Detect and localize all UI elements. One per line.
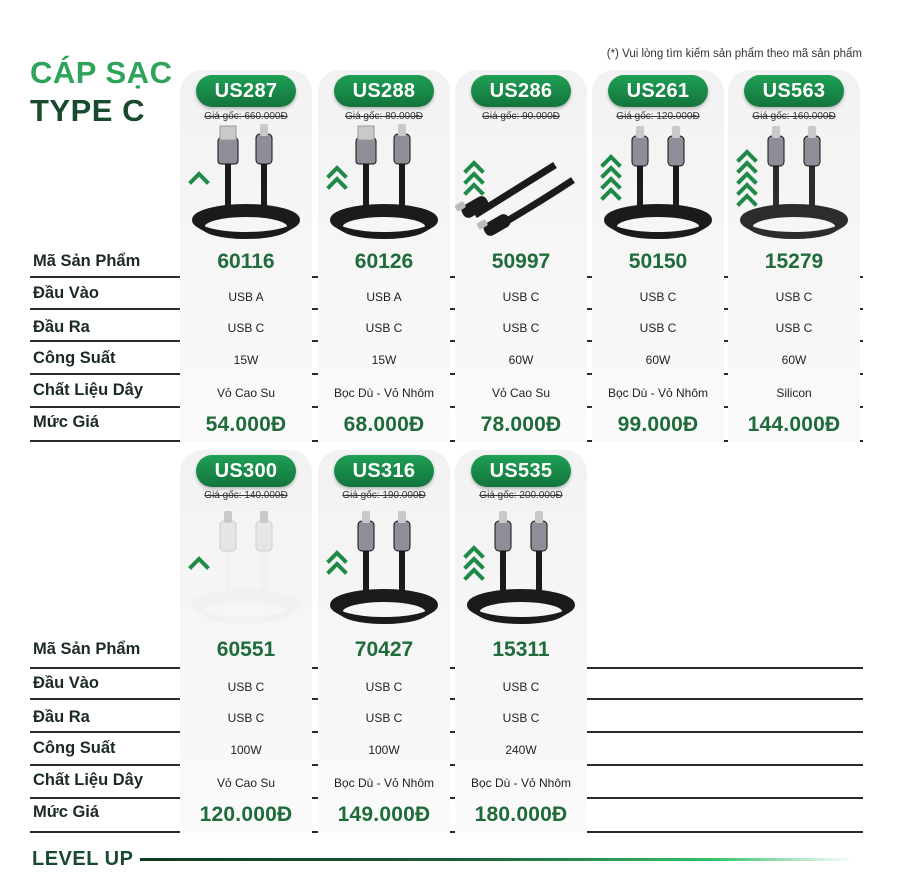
cell-input: USB C bbox=[502, 680, 540, 694]
product-code: 50150 bbox=[628, 250, 688, 273]
cell-input: USB A bbox=[228, 290, 264, 304]
sale-price: 68.000Đ bbox=[343, 413, 425, 436]
level-chevron-icon bbox=[463, 159, 485, 198]
row-label-output: Đầu Ra bbox=[33, 708, 90, 726]
original-price: Giá gốc: 120.000Đ bbox=[616, 111, 700, 122]
original-price: Giá gốc: 660.000Đ bbox=[204, 111, 288, 122]
sale-price: 149.000Đ bbox=[337, 803, 431, 826]
original-price: Giá gốc: 140.000Đ bbox=[204, 490, 288, 501]
row-label-power: Công Suất bbox=[33, 739, 116, 757]
level-chevron-icon bbox=[326, 164, 348, 192]
cell-material: Bọc Dù - Vỏ Nhôm bbox=[607, 386, 709, 400]
cell-power: 100W bbox=[230, 743, 262, 757]
row-label-input: Đầu Vào bbox=[33, 674, 100, 692]
original-price: Giá gốc: 160.000Đ bbox=[752, 111, 836, 122]
sale-price: 54.000Đ bbox=[205, 413, 287, 436]
model-badge: US286 bbox=[471, 75, 571, 107]
row-label-price: Mức Giá bbox=[33, 803, 100, 821]
model-badge: US563 bbox=[744, 75, 844, 107]
model-badge: US287 bbox=[196, 75, 296, 107]
cell-material: Silicon bbox=[776, 386, 812, 400]
cell-input: USB C bbox=[639, 290, 677, 304]
row-label-material: Chất Liệu Dây bbox=[33, 771, 144, 789]
level-chevron-icon bbox=[463, 544, 485, 583]
cell-material: Bọc Dù - Vỏ Nhôm bbox=[470, 776, 572, 790]
original-price: Giá gốc: 190.000Đ bbox=[342, 490, 426, 501]
cell-output: USB C bbox=[775, 321, 813, 335]
cell-output: USB C bbox=[227, 711, 265, 725]
product-code: 50997 bbox=[491, 250, 551, 273]
cell-power: 240W bbox=[505, 743, 537, 757]
cell-material: Bọc Dù - Vỏ Nhôm bbox=[333, 776, 435, 790]
model-badge: US288 bbox=[334, 75, 434, 107]
cell-power: 15W bbox=[371, 353, 397, 367]
product-code: 15279 bbox=[764, 250, 824, 273]
cell-output: USB C bbox=[502, 711, 540, 725]
original-price: Giá gốc: 80.000Đ bbox=[345, 111, 423, 122]
original-price: Giá gốc: 90.000Đ bbox=[482, 111, 560, 122]
cell-output: USB C bbox=[502, 321, 540, 335]
model-badge: US316 bbox=[334, 455, 434, 487]
product-code: 60126 bbox=[354, 250, 414, 273]
cell-input: USB C bbox=[502, 290, 540, 304]
level-chevron-icon bbox=[326, 549, 348, 577]
cell-power: 15W bbox=[233, 353, 259, 367]
level-chevron-icon bbox=[600, 153, 622, 203]
cell-output: USB C bbox=[365, 321, 403, 335]
row-label-price: Mức Giá bbox=[33, 413, 100, 431]
original-price: Giá gốc: 200.000Đ bbox=[479, 490, 563, 501]
cell-material: Bọc Dù - Vỏ Nhôm bbox=[333, 386, 435, 400]
row-label-power: Công Suất bbox=[33, 349, 116, 367]
cell-power: 60W bbox=[781, 353, 807, 367]
product-code: 70427 bbox=[354, 638, 414, 661]
row-label-output: Đầu Ra bbox=[33, 318, 90, 336]
cell-input: USB C bbox=[227, 680, 265, 694]
level-chevron-icon bbox=[188, 170, 210, 187]
product-code: 60551 bbox=[216, 638, 276, 661]
product-code: 60116 bbox=[217, 250, 275, 273]
cell-input: USB A bbox=[366, 290, 402, 304]
cell-power: 60W bbox=[508, 353, 534, 367]
model-badge: US535 bbox=[471, 455, 571, 487]
cell-material: Vỏ Cao Su bbox=[216, 386, 276, 400]
product-code: 15311 bbox=[492, 638, 550, 661]
title-line-1: CÁP SẠC bbox=[30, 55, 173, 90]
search-note: (*) Vui lòng tìm kiếm sản phẩm theo mã sản phẩm bbox=[606, 48, 862, 60]
sale-price: 120.000Đ bbox=[199, 803, 293, 826]
sale-price: 78.000Đ bbox=[480, 413, 562, 436]
cell-power: 100W bbox=[368, 743, 400, 757]
cell-power: 60W bbox=[645, 353, 671, 367]
cell-input: USB C bbox=[365, 680, 403, 694]
cell-material: Vỏ Cao Su bbox=[491, 386, 551, 400]
model-badge: US300 bbox=[196, 455, 296, 487]
cell-output: USB C bbox=[365, 711, 403, 725]
cell-material: Vỏ Cao Su bbox=[216, 776, 276, 790]
row-label-input: Đầu Vào bbox=[33, 284, 100, 302]
sale-price: 180.000Đ bbox=[474, 803, 568, 826]
cell-output: USB C bbox=[639, 321, 677, 335]
level-chevron-icon bbox=[188, 555, 210, 572]
cell-input: USB C bbox=[775, 290, 813, 304]
footer-gradient-line bbox=[140, 858, 855, 861]
level-chevron-icon bbox=[736, 148, 758, 209]
page-title bbox=[30, 54, 172, 130]
sale-price: 144.000Đ bbox=[747, 413, 841, 436]
model-badge: US261 bbox=[608, 75, 708, 107]
row-label-code: Mã Sản Phẩm bbox=[33, 252, 141, 270]
row-label-material: Chất Liệu Dây bbox=[33, 381, 144, 399]
footer-brand: LEVEL UP bbox=[32, 848, 134, 870]
row-label-code: Mã Sản Phẩm bbox=[33, 640, 141, 658]
cell-output: USB C bbox=[227, 321, 265, 335]
title-line-2: TYPE C bbox=[30, 93, 145, 128]
sale-price: 99.000Đ bbox=[617, 413, 699, 436]
